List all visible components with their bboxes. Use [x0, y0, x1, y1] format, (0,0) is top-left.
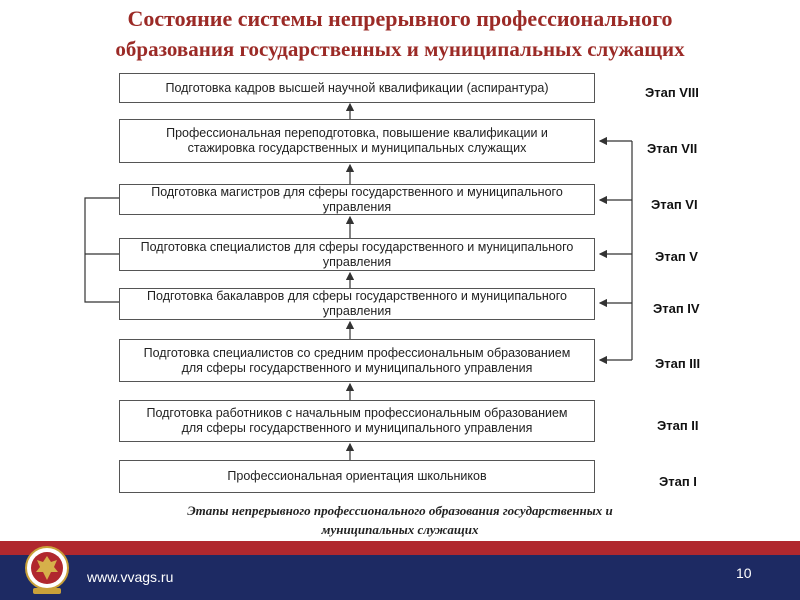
- footer-url-link[interactable]: www.vvags.ru: [87, 569, 174, 585]
- level-text-8: Подготовка кадров высшей научной квалификации (аспирантура): [165, 80, 549, 95]
- stage-label-1: Этап I: [659, 474, 697, 489]
- caption-line-1: Этапы непрерывного профессионального образования государственных и: [187, 503, 613, 518]
- level-text-4: Подготовка бакалавров для сферы государственного и муниципального управления: [147, 289, 567, 318]
- page-number: 10: [736, 565, 752, 581]
- title-line-1: Состояние системы непрерывного профессионального: [127, 6, 673, 31]
- level-box-4: [119, 288, 595, 320]
- stage-label-4: Этап IV: [653, 301, 700, 316]
- stage-label-2: Этап II: [657, 418, 699, 433]
- level-text-5: Подготовка специалистов для сферы государственного и муниципального управления: [140, 239, 574, 269]
- footer-bar: [0, 555, 800, 600]
- stage-label-5: Этап V: [655, 249, 698, 264]
- level-box-2: [119, 400, 595, 442]
- caption-line-2: муниципальных служащих: [321, 522, 479, 537]
- stage-label-7: Этап VII: [647, 141, 698, 156]
- level-box-1: [119, 460, 595, 493]
- title-line-2: образования государственных и муниципальных служащих: [115, 37, 685, 61]
- right-bracket: [600, 141, 632, 360]
- academy-emblem-icon: [24, 544, 70, 596]
- level-text-7: Профессиональная переподготовка, повышение квалификации и стажировка государственных и муниципальных служащих: [166, 126, 548, 155]
- level-text-2: Подготовка работников с начальным профессиональным образованием для сферы государственного и муниципального управления: [146, 406, 568, 435]
- level-box-5: [119, 238, 595, 271]
- level-box-8: [119, 73, 595, 103]
- level-text-3: Подготовка специалистов со средним профессиональным образованием для сферы государственного и муниципального управления: [143, 345, 571, 375]
- level-text-6: Подготовка магистров для сферы государственного и муниципального управления: [151, 184, 563, 214]
- level-box-3: [119, 339, 595, 382]
- level-box-7: [119, 119, 595, 163]
- stage-label-6: Этап VI: [651, 197, 698, 212]
- level-box-6: [119, 184, 595, 215]
- left-bracket: [85, 198, 119, 302]
- stage-label-8: Этап VIII: [645, 85, 699, 100]
- level-text-1: Профессиональная ориентация школьников: [227, 469, 487, 483]
- stage-label-3: Этап III: [655, 356, 701, 371]
- footer-stripe: [0, 541, 800, 555]
- diagram-caption: [0, 501, 800, 539]
